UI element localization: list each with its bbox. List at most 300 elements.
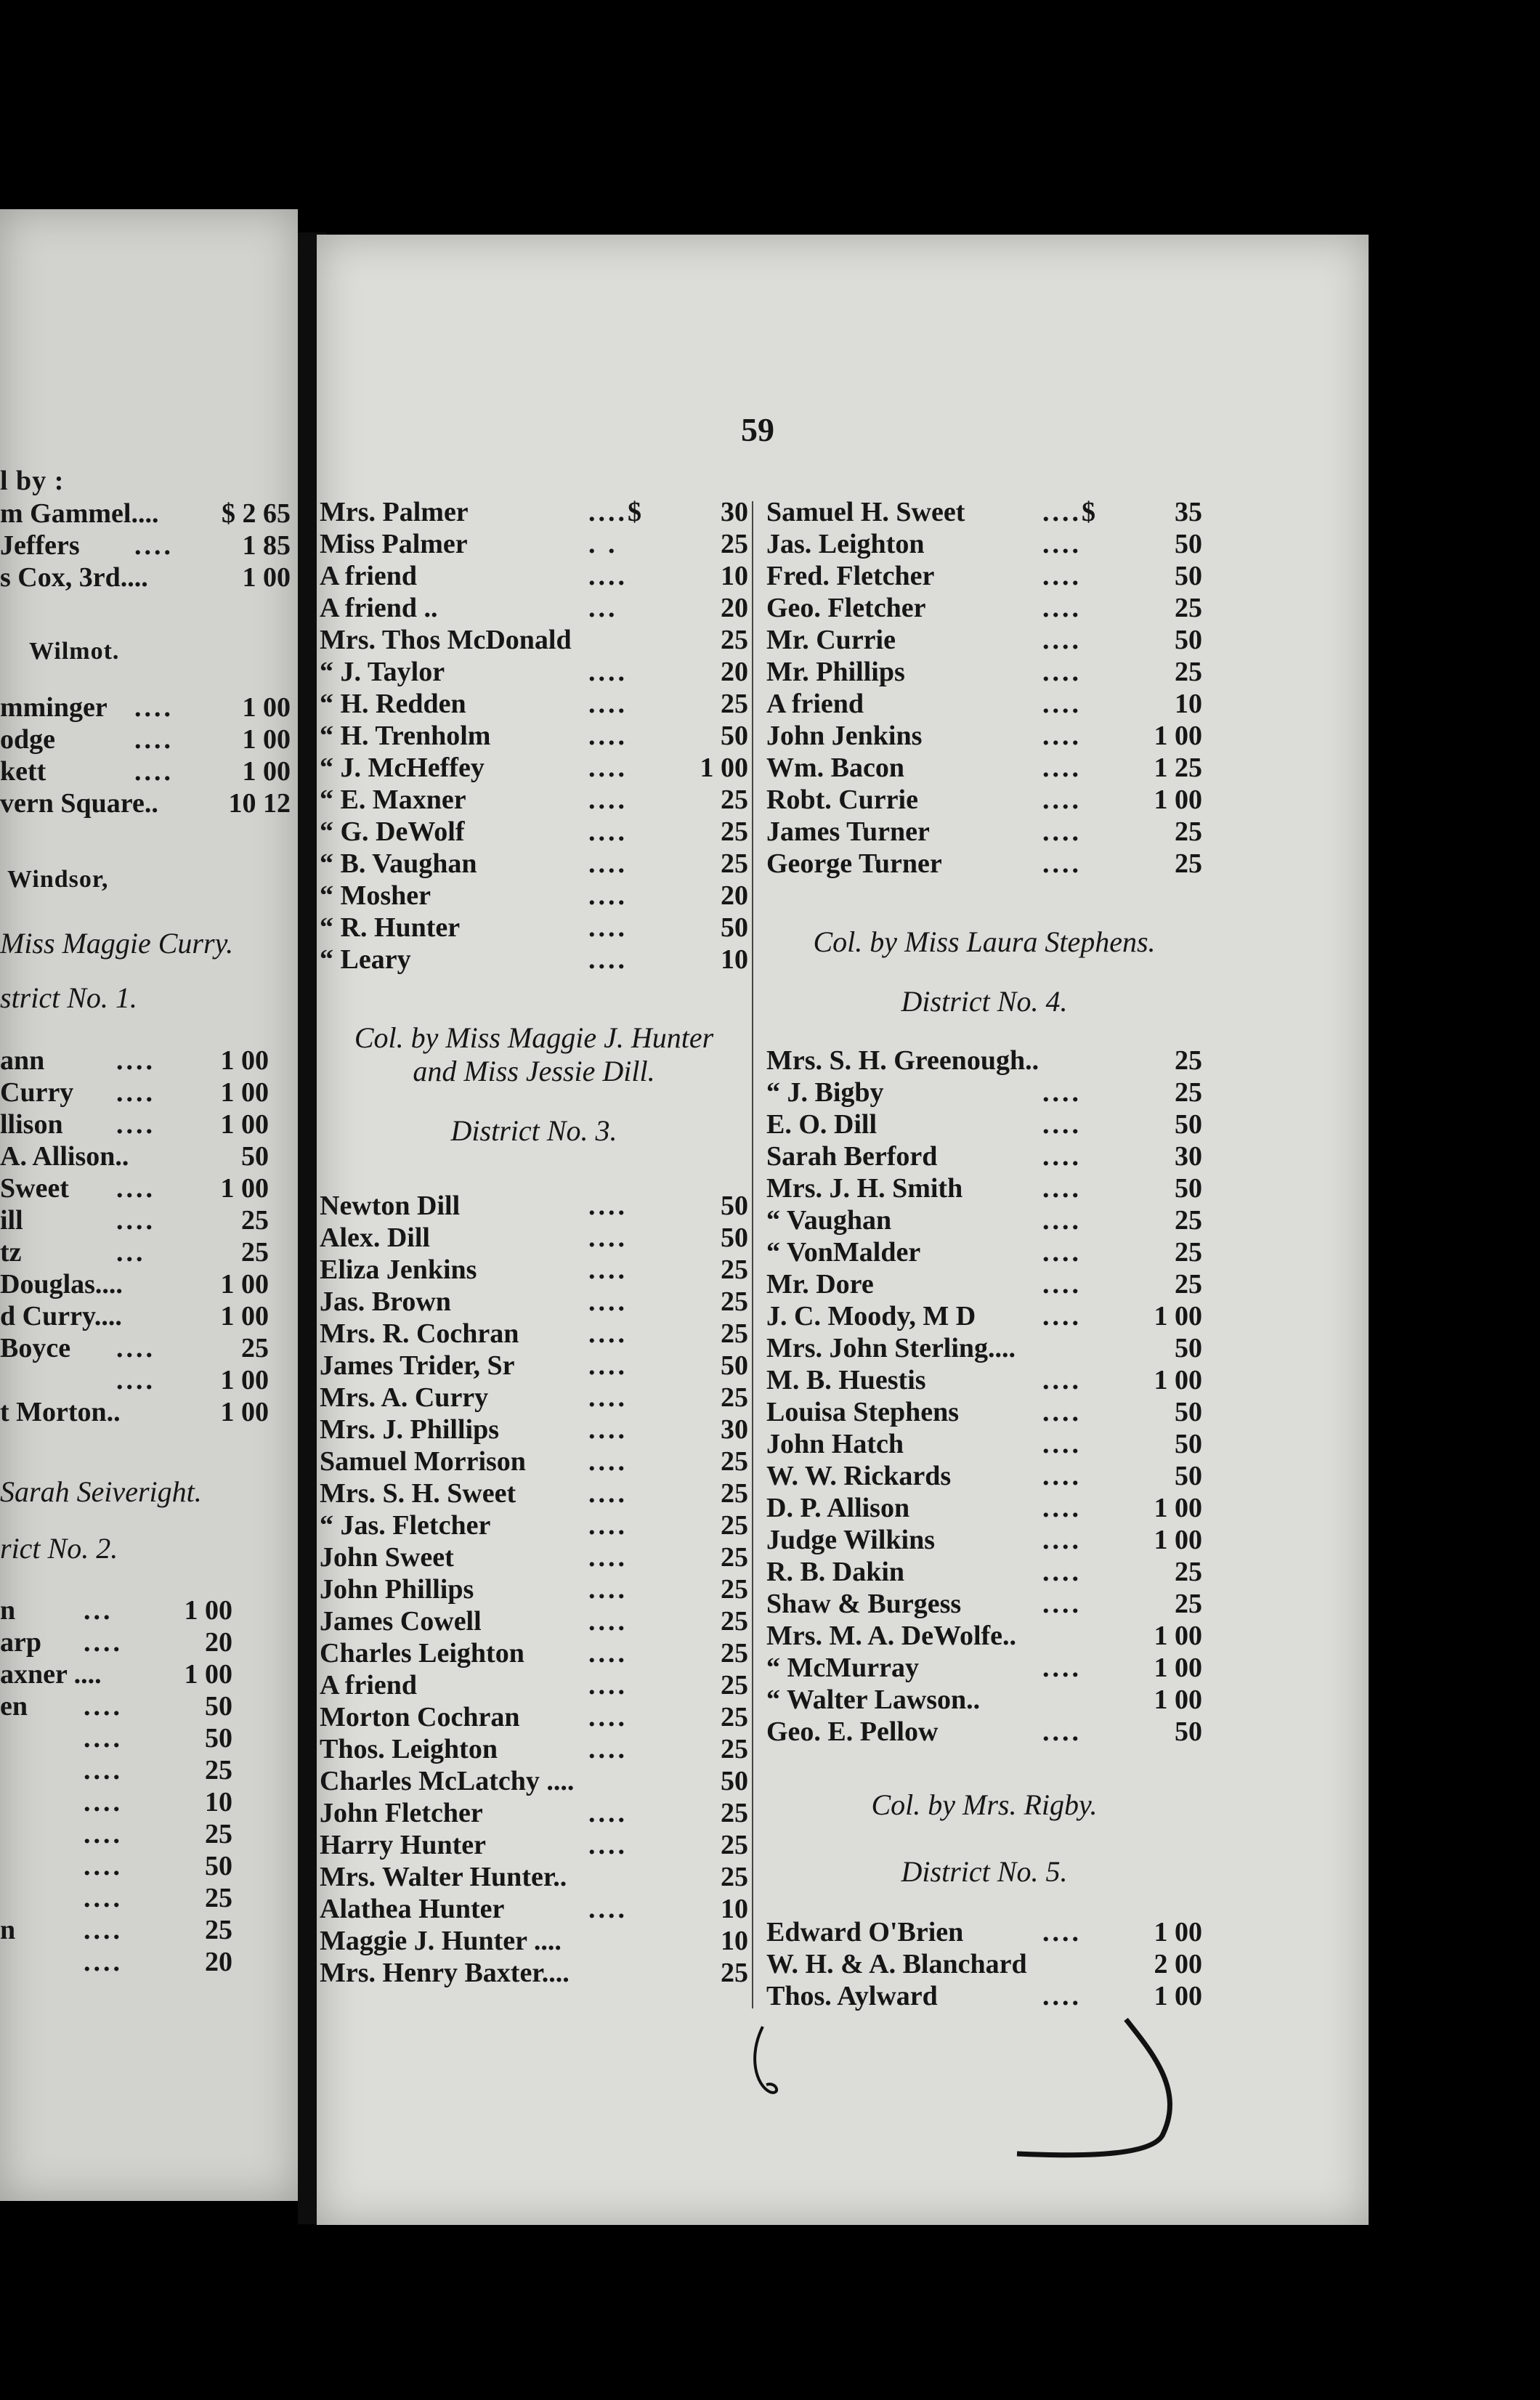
- amount: 25: [721, 625, 748, 655]
- collector-heading: Sarah Seiveright.: [0, 1475, 202, 1508]
- contributor-name: “ Mosher: [320, 880, 431, 911]
- leader-dots: ....: [1042, 753, 1082, 783]
- list-item: [766, 1108, 1202, 1140]
- contributor-name: “ J. Taylor: [320, 657, 445, 687]
- contributor-name: Charles Leighton: [320, 1638, 524, 1669]
- leader-dots: ....: [588, 1638, 628, 1669]
- amount: 1 00: [242, 756, 291, 787]
- leader-dots: ....: [1042, 689, 1082, 719]
- page-number: 59: [741, 411, 774, 448]
- amount: 20: [721, 657, 748, 687]
- list-item: [0, 1722, 232, 1754]
- list-item: [766, 688, 1202, 720]
- left-heading: l by :: [0, 466, 65, 496]
- leader-dots: ....: [134, 724, 174, 755]
- list-item: [0, 530, 291, 562]
- leader-dots: ....: [84, 1627, 123, 1658]
- amount: 1 00: [1154, 1917, 1202, 1947]
- contributor-name: Mrs. Thos McDonald: [320, 625, 572, 655]
- amount: 10: [1175, 689, 1202, 719]
- list-item: [0, 1914, 232, 1946]
- list-item: [766, 1332, 1202, 1364]
- amount: 25: [721, 1702, 748, 1732]
- amount: 1 00: [1154, 1685, 1202, 1715]
- amount: 50: [721, 721, 748, 751]
- amount: 25: [1175, 816, 1202, 847]
- leader-dots: ....: [588, 1223, 628, 1253]
- contributor-name: Edward O'Brien: [766, 1917, 964, 1947]
- amount: 25: [721, 1862, 748, 1892]
- contributor-name: Thos. Leighton: [320, 1734, 498, 1764]
- collector-heading: and Miss Jessie Dill.: [413, 1055, 655, 1087]
- list-item: [766, 1172, 1202, 1204]
- contributor-name: “ Jas. Fletcher: [320, 1510, 491, 1541]
- leader-dots: ....: [1042, 625, 1082, 655]
- leader-dots: ....: [588, 1574, 628, 1605]
- list-item: [320, 1957, 748, 1989]
- list-item: [320, 1222, 748, 1254]
- amount: 50: [721, 1350, 748, 1381]
- leader-dots: ....: [134, 692, 174, 723]
- contributor-name: odge: [0, 724, 55, 755]
- amount: 1 00: [220, 1365, 269, 1395]
- list-item: [766, 1524, 1202, 1556]
- contributor-name: Morton Cochran: [320, 1702, 520, 1732]
- list-item: [320, 1765, 748, 1797]
- list-item: [320, 1861, 748, 1893]
- contributor-name: Alex. Dill: [320, 1223, 430, 1253]
- leader-dots: ....: [1042, 1461, 1082, 1491]
- list-item: [0, 1658, 232, 1690]
- amount: 1 00: [1154, 721, 1202, 751]
- amount: 25: [721, 1318, 748, 1349]
- contributor-name: Mr. Dore: [766, 1269, 874, 1300]
- list-item: [766, 784, 1202, 816]
- amount: 1 00: [1154, 1981, 1202, 2011]
- collector-heading: Miss Maggie Curry.: [0, 927, 234, 960]
- amount: 25: [721, 785, 748, 815]
- leader-dots: ....: [588, 1254, 628, 1285]
- leader-dots: ....: [1042, 1173, 1082, 1204]
- amount: 50: [1175, 1397, 1202, 1427]
- list-item: [0, 1364, 269, 1396]
- contributor-name: Boyce: [0, 1333, 71, 1363]
- leader-dots: ....: [588, 1286, 628, 1317]
- leader-dots: ....: [1042, 657, 1082, 687]
- list-item: [766, 1364, 1202, 1396]
- list-item: [320, 720, 748, 752]
- leader-dots: ....: [1042, 1397, 1082, 1427]
- amount: 50: [721, 912, 748, 943]
- amount: 50: [241, 1141, 269, 1172]
- list-item: [0, 562, 291, 593]
- amount: 20: [205, 1947, 232, 1977]
- list-item: [0, 1594, 232, 1626]
- amount: 25: [1175, 848, 1202, 879]
- leader-dots: ....: [116, 1333, 155, 1363]
- list-item: [0, 1108, 269, 1140]
- section-heading: Wilmot.: [29, 638, 120, 665]
- list-item: [0, 787, 291, 819]
- contributor-name: John Sweet: [320, 1542, 454, 1573]
- contributor-name: W. W. Rickards: [766, 1461, 952, 1491]
- district-heading: District No. 3.: [450, 1114, 617, 1147]
- contributor-name: n: [0, 1915, 16, 1945]
- list-item: [320, 528, 748, 560]
- list-item: [0, 1140, 269, 1172]
- list-item: [320, 1573, 748, 1605]
- contributor-name: “ McMurray: [766, 1653, 919, 1683]
- list-item: [766, 1140, 1202, 1172]
- contributor-name: John Fletcher: [320, 1798, 483, 1828]
- list-item: [766, 1948, 1202, 1980]
- amount: 1 00: [242, 562, 291, 593]
- list-item: [320, 1605, 748, 1637]
- contributor-name: Harry Hunter: [320, 1830, 487, 1860]
- contributor-name: James Trider, Sr: [320, 1350, 515, 1381]
- amount: 25: [205, 1755, 232, 1785]
- contributor-name: “ B. Vaughan: [320, 848, 477, 879]
- list-item: [320, 624, 748, 656]
- contributor-name: d Curry....: [0, 1301, 122, 1331]
- amount: 25: [721, 1574, 748, 1605]
- contributor-name: Mrs. R. Cochran: [320, 1318, 519, 1349]
- contributor-name: Thos. Aylward: [766, 1981, 938, 2011]
- leader-dots: ....: [84, 1691, 123, 1722]
- contributor-name: “ VonMalder: [766, 1237, 921, 1268]
- leader-dots: ....: [84, 1755, 123, 1785]
- amount: 1 00: [1154, 1365, 1202, 1395]
- amount: 10: [721, 1894, 748, 1924]
- contributor-name: George Turner: [766, 848, 942, 879]
- list-item: [766, 1236, 1202, 1268]
- contributor-name: James Turner: [766, 816, 930, 847]
- contributor-name: A friend: [320, 561, 418, 591]
- amount: 1 85: [242, 530, 291, 561]
- list-item: [766, 1460, 1202, 1492]
- leader-dots: ....: [1042, 1917, 1082, 1947]
- list-item: [320, 1509, 748, 1541]
- list-item: [0, 498, 291, 530]
- list-item: [766, 1492, 1202, 1524]
- left-page-column: [0, 465, 298, 2194]
- list-item: [320, 1190, 748, 1222]
- list-item: [320, 1637, 748, 1669]
- contributor-name: M. B. Huestis: [766, 1365, 926, 1395]
- leader-dots: ....: [1042, 721, 1082, 751]
- leader-dots: ....: [134, 530, 174, 561]
- contributor-name: Geo. E. Pellow: [766, 1716, 939, 1747]
- contributor-name: n: [0, 1595, 16, 1626]
- list-item: [320, 1541, 748, 1573]
- amount: 25: [1175, 1589, 1202, 1619]
- amount: 30: [1175, 1141, 1202, 1172]
- amount: 25: [721, 1446, 748, 1477]
- contributor-name: John Hatch: [766, 1429, 904, 1459]
- leader-dots: ....$: [1042, 497, 1098, 527]
- list-item: [0, 1850, 232, 1882]
- list-item: [320, 848, 748, 880]
- list-item: [766, 1652, 1202, 1684]
- contributor-name: arp: [0, 1627, 41, 1658]
- contributor-name: t Morton..: [0, 1397, 121, 1427]
- contributor-name: Sweet: [0, 1173, 69, 1204]
- amount: 10: [721, 944, 748, 975]
- contributor-name: llison: [0, 1109, 63, 1140]
- leader-dots: ....: [1042, 593, 1082, 623]
- leader-dots: ....: [1042, 1109, 1082, 1140]
- amount: 25: [721, 1542, 748, 1573]
- leader-dots: ....: [1042, 1557, 1082, 1587]
- list-item: [766, 1620, 1202, 1652]
- amount: 25: [721, 1254, 748, 1285]
- amount: 1 00: [220, 1109, 269, 1140]
- column-divider: [752, 501, 753, 2008]
- contributor-name: A friend: [320, 1670, 418, 1700]
- contributor-name: Mr. Currie: [766, 625, 896, 655]
- amount: 25: [721, 1670, 748, 1700]
- list-item: [0, 1818, 232, 1850]
- amount: 50: [721, 1191, 748, 1221]
- contributor-name: Mrs. J. H. Smith: [766, 1173, 963, 1204]
- list-item: [766, 1556, 1202, 1588]
- leader-dots: ....: [588, 1606, 628, 1637]
- leader-dots: ....: [588, 848, 628, 879]
- leader-dots: ....: [1042, 1365, 1082, 1395]
- list-item: [0, 1786, 232, 1818]
- contributor-name: Jas. Brown: [320, 1286, 451, 1317]
- leader-dots: ....: [588, 785, 628, 815]
- amount: 25: [721, 848, 748, 879]
- contributor-name: A. Allison..: [0, 1141, 129, 1172]
- amount: 25: [1175, 1557, 1202, 1587]
- amount: 25: [721, 689, 748, 719]
- leader-dots: ....: [116, 1109, 155, 1140]
- leader-dots: ....: [1042, 1205, 1082, 1236]
- amount: 50: [721, 1766, 748, 1796]
- leader-dots: ....$: [588, 497, 644, 527]
- leader-dots: ....: [588, 1702, 628, 1732]
- amount: 1 00: [1154, 1301, 1202, 1331]
- amount: 1 00: [184, 1659, 232, 1690]
- amount: 1 00: [700, 753, 748, 783]
- amount: 50: [1175, 1173, 1202, 1204]
- leader-dots: ....: [588, 880, 628, 911]
- amount: 50: [1175, 1716, 1202, 1747]
- leader-dots: ....: [116, 1205, 155, 1236]
- list-item: [320, 496, 748, 528]
- leader-dots: ...: [84, 1595, 113, 1626]
- list-item: [0, 692, 291, 723]
- contributor-name: Mrs. J. Phillips: [320, 1414, 500, 1445]
- leader-dots: ....: [588, 1382, 628, 1413]
- contributor-name: tz: [0, 1237, 22, 1268]
- leader-dots: ....: [84, 1915, 123, 1945]
- leader-dots: ....: [1042, 1301, 1082, 1331]
- leader-dots: ....: [116, 1365, 155, 1395]
- amount: 1 00: [220, 1397, 269, 1427]
- contributor-name: Douglas....: [0, 1269, 123, 1300]
- list-item: [320, 656, 748, 688]
- list-item: [320, 816, 748, 848]
- section-heading: Windsor,: [7, 866, 109, 893]
- leader-dots: ....: [1042, 1141, 1082, 1172]
- list-item: [320, 688, 748, 720]
- contributor-name: A friend ..: [320, 593, 438, 623]
- leader-dots: ....: [588, 1191, 628, 1221]
- list-item: [320, 560, 748, 592]
- contributor-name: J. C. Moody, M D: [766, 1301, 976, 1331]
- amount: 1 00: [220, 1173, 269, 1204]
- contributor-name: “ Vaughan: [766, 1205, 892, 1236]
- contributor-name: Newton Dill: [320, 1191, 461, 1221]
- contributor-name: Robt. Currie: [766, 785, 918, 815]
- leader-dots: ....: [588, 944, 628, 975]
- amount: 1 00: [220, 1301, 269, 1331]
- leader-dots: ....: [588, 1542, 628, 1573]
- list-item: [0, 1946, 232, 1978]
- list-item: [0, 723, 291, 755]
- amount: 1 00: [242, 724, 291, 755]
- contributor-name: John Phillips: [320, 1574, 474, 1605]
- list-item: [766, 1684, 1202, 1716]
- list-item: [320, 1414, 748, 1446]
- list-item: [766, 496, 1202, 528]
- amount: 50: [1175, 529, 1202, 559]
- leader-dots: ....: [588, 753, 628, 783]
- amount: 25: [721, 816, 748, 847]
- amount: 25: [205, 1883, 232, 1913]
- list-item: [0, 1077, 269, 1108]
- pencil-mark: [748, 2012, 1199, 2186]
- amount: 30: [721, 497, 748, 527]
- contributor-name: Judge Wilkins: [766, 1525, 935, 1555]
- amount: 1 00: [1154, 1621, 1202, 1651]
- contributor-name: R. B. Dakin: [766, 1557, 905, 1587]
- leader-dots: ...: [116, 1237, 146, 1268]
- amount: 1 00: [1154, 1525, 1202, 1555]
- amount: 1 00: [220, 1045, 269, 1076]
- amount: 25: [241, 1205, 269, 1236]
- list-item: [320, 1382, 748, 1414]
- leader-dots: ....: [1042, 816, 1082, 847]
- list-item: [766, 592, 1202, 624]
- list-item: [0, 755, 291, 787]
- leader-dots: ....: [1042, 785, 1082, 815]
- amount: 50: [721, 1223, 748, 1253]
- list-item: [320, 1446, 748, 1477]
- contributor-name: Fred. Fletcher: [766, 561, 935, 591]
- leader-dots: ....: [116, 1077, 155, 1108]
- contributor-name: Jeffers: [0, 530, 80, 561]
- list-item: [0, 1332, 269, 1364]
- leader-dots: ....: [588, 912, 628, 943]
- leader-dots: ....: [588, 1478, 628, 1509]
- list-item: [320, 1350, 748, 1382]
- leader-dots: ....: [588, 1798, 628, 1828]
- amount: 25: [205, 1915, 232, 1945]
- amount: 25: [721, 1606, 748, 1637]
- contributor-name: en: [0, 1691, 28, 1722]
- list-item: [320, 1254, 748, 1286]
- contributor-name: Mrs. Palmer: [320, 497, 469, 527]
- amount: 25: [1175, 1045, 1202, 1076]
- list-item: [766, 1428, 1202, 1460]
- contributor-name: Jas. Leighton: [766, 529, 925, 559]
- amount: 25: [721, 1798, 748, 1828]
- list-item: [0, 1690, 232, 1722]
- list-item: [766, 1300, 1202, 1332]
- list-item: [766, 1980, 1202, 2012]
- list-item: [0, 1396, 269, 1428]
- leader-dots: ....: [588, 1670, 628, 1700]
- leader-dots: ....: [588, 1446, 628, 1477]
- leader-dots: ....: [84, 1723, 123, 1754]
- list-item: [766, 560, 1202, 592]
- contributor-name: “ E. Maxner: [320, 785, 466, 815]
- amount: 1 00: [1154, 1653, 1202, 1683]
- leader-dots: ...: [588, 593, 618, 623]
- contributor-name: A friend: [766, 689, 864, 719]
- leader-dots: ....: [1042, 848, 1082, 879]
- list-item: [0, 1045, 269, 1077]
- contributor-name: Mrs. M. A. DeWolfe..: [766, 1621, 1017, 1651]
- leader-dots: ....: [588, 1830, 628, 1860]
- amount: 50: [205, 1851, 232, 1881]
- contributor-name: Miss Palmer: [320, 529, 468, 559]
- list-item: [320, 944, 748, 976]
- list-item: [0, 1268, 269, 1300]
- amount: 25: [241, 1333, 269, 1363]
- list-item: [766, 1916, 1202, 1948]
- contributor-name: “ R. Hunter: [320, 912, 461, 943]
- amount: 1 00: [220, 1269, 269, 1300]
- leader-dots: ....: [588, 689, 628, 719]
- list-item: [0, 1882, 232, 1914]
- list-item: [0, 1204, 269, 1236]
- contributor-name: Mrs. Walter Hunter..: [320, 1862, 567, 1892]
- leader-dots: ....: [588, 1414, 628, 1445]
- amount: 25: [241, 1237, 269, 1268]
- leader-dots: ....: [588, 1734, 628, 1764]
- list-item: [320, 1925, 748, 1957]
- leader-dots: ....: [588, 816, 628, 847]
- amount: 25: [721, 1382, 748, 1413]
- contributor-name: “ Walter Lawson..: [766, 1685, 981, 1715]
- amount: 50: [1175, 561, 1202, 591]
- amount: 20: [205, 1627, 232, 1658]
- contributor-name: Geo. Fletcher: [766, 593, 926, 623]
- contributor-name: D. P. Allison: [766, 1493, 910, 1523]
- list-item: [766, 752, 1202, 784]
- collector-heading: Col. by Mrs. Rigby.: [871, 1788, 1098, 1821]
- district-heading: District No. 4.: [901, 985, 1068, 1018]
- amount: 25: [1175, 1237, 1202, 1268]
- leader-dots: ....: [1042, 1525, 1082, 1555]
- leader-dots: ....: [588, 561, 628, 591]
- amount: 25: [721, 1734, 748, 1764]
- contributor-name: Curry: [0, 1077, 74, 1108]
- contributor-name: E. O. Dill: [766, 1109, 878, 1140]
- list-item: [320, 912, 748, 944]
- amount: 25: [205, 1819, 232, 1849]
- list-item: [766, 624, 1202, 656]
- contributor-name: Mrs. S. H. Sweet: [320, 1478, 516, 1509]
- amount: 25: [721, 1478, 748, 1509]
- amount: 1 00: [1154, 1493, 1202, 1523]
- leader-dots: ....: [84, 1787, 123, 1817]
- contributor-name: Mrs. John Sterling....: [766, 1333, 1016, 1363]
